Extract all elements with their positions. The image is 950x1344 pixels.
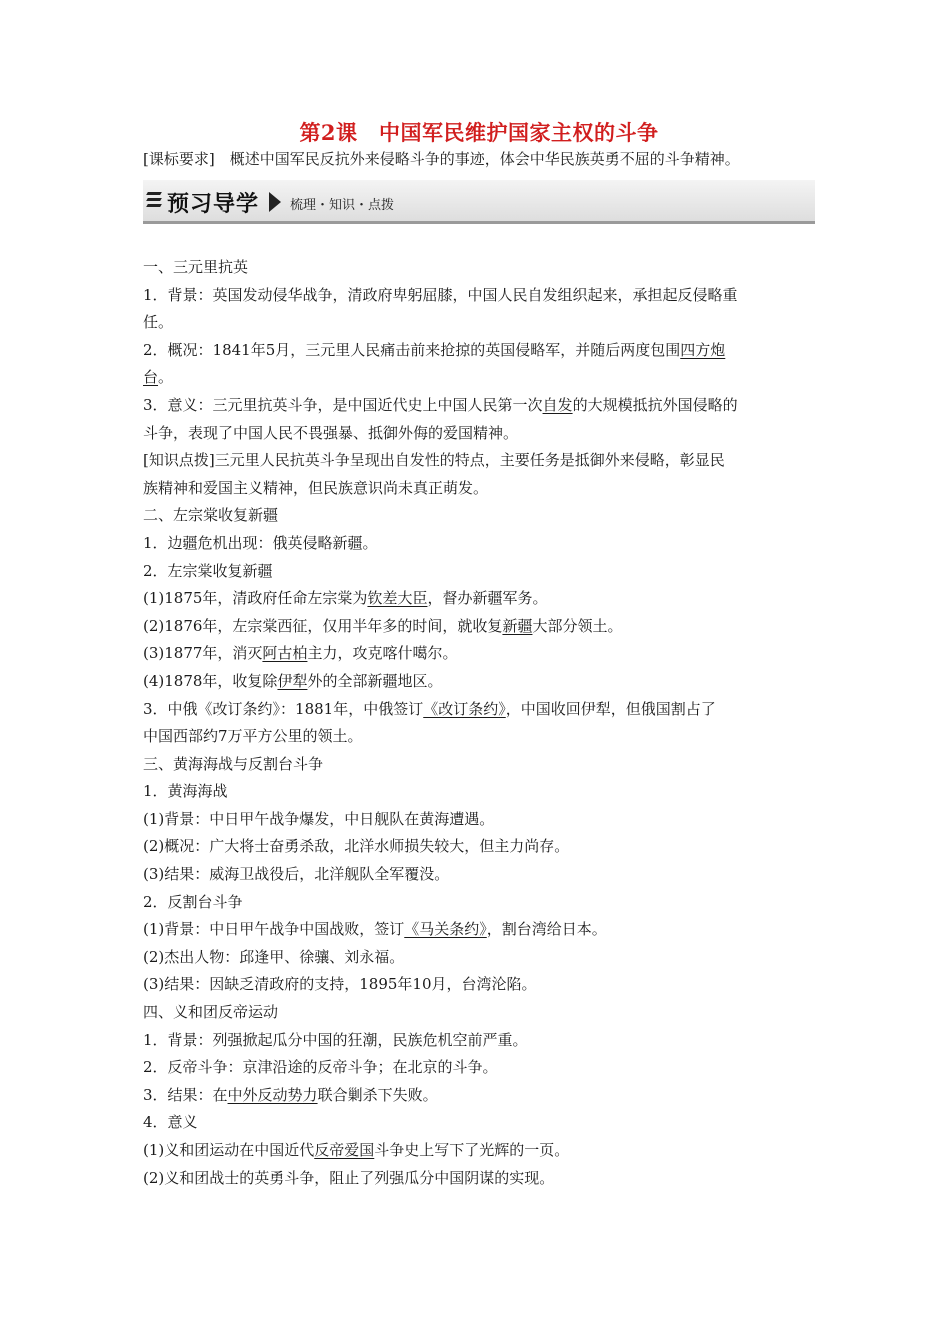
text-segment: 一、三元里抗英	[143, 258, 249, 276]
text-line	[143, 944, 815, 972]
text-segment: 1．背景：英国发动侵华战争，清政府卑躬屈膝，中国人民自发组织起来，承担起反侵略重	[143, 285, 738, 304]
text-segment: 主力，攻克喀什噶尔。	[307, 644, 458, 663]
text-line	[143, 337, 815, 365]
text-segment: 二、左宗棠收复新疆	[143, 506, 279, 525]
banner-title: 预习导学	[167, 192, 260, 217]
text-line	[143, 254, 815, 282]
text-segment: 联合剿杀下失败。	[317, 1085, 438, 1104]
text-segment: (2)义和团战士的英勇斗争，阻止了列强瓜分中国阴谋的实现。	[143, 1168, 555, 1187]
text-line	[143, 420, 815, 448]
text-segment: 1．背景：列强掀起瓜分中国的狂潮，民族危机空前严重。	[143, 1030, 528, 1049]
text-segment: (3)结果：因缺乏清政府的支持，1895年10月，台湾沦陷。	[143, 975, 537, 994]
text-segment: 2．反割台斗争	[143, 892, 243, 911]
text-line	[143, 833, 815, 861]
text-line	[143, 1027, 815, 1055]
text-segment: 3．意义：三元里抗英斗争，是中国近代史上中国人民第一次	[143, 395, 543, 414]
text-line	[143, 364, 815, 392]
text-segment: (2)1876年，左宗棠西征，仅用半年多的时间，就收复	[143, 616, 503, 635]
banner-subtitle: 梳理・知识・点拨	[290, 198, 395, 213]
text-segment: 四、义和团反帝运动	[143, 1003, 279, 1022]
underlined-keyword: 反帝爱国	[314, 1141, 375, 1159]
text-line	[143, 889, 815, 917]
text-line	[143, 1165, 815, 1193]
text-segment: 1．黄海海战	[143, 782, 228, 801]
text-segment: (2)概况：广大将士奋勇杀敌，北洋水师损失较大，但主力尚存。	[143, 837, 570, 856]
text-line	[143, 585, 815, 613]
text-line	[143, 806, 815, 834]
text-segment: 大部分领土。	[532, 616, 623, 635]
text-segment: 斗争史上写下了光辉的一页。	[374, 1141, 570, 1159]
text-segment: (4)1878年，收复除	[143, 671, 278, 690]
text-segment: 4．意义	[143, 1113, 198, 1132]
text-line	[143, 999, 815, 1027]
text-segment: 任。	[143, 313, 174, 332]
text-line	[143, 723, 815, 751]
text-segment: [知识点拨]三元里人民抗英斗争呈现出自发性的特点，主要任务是抵御外来侵略，彰显民	[143, 451, 725, 470]
text-line	[143, 751, 815, 779]
banner-divider	[143, 221, 815, 224]
underlined-keyword: 自发	[542, 395, 573, 414]
text-line	[143, 447, 815, 475]
text-line	[143, 861, 815, 889]
text-segment: 2．概况：1841年5月，三元里人民痛击前来抢掠的英国侵略军，并随后两度包围	[143, 340, 681, 359]
underlined-keyword: 伊犁	[277, 671, 308, 690]
text-segment: 。	[158, 368, 174, 387]
text-line	[143, 282, 815, 310]
text-segment: (1)义和团运动在中国近代	[143, 1141, 315, 1159]
text-segment: (1)背景：中日甲午战争爆发，中日舰队在黄海遭遇。	[143, 809, 495, 828]
text-segment: ，中国收回伊犁，但俄国割占了	[505, 699, 716, 718]
text-line	[143, 916, 815, 944]
curriculum-requirement: [课标要求] 概述中国军民反抗外来侵略斗争的事迹，体会中华民族英勇不屈的斗争精神。	[143, 150, 740, 168]
text-line	[143, 640, 815, 668]
text-line	[143, 696, 815, 724]
text-line	[143, 1109, 815, 1137]
triangle-icon	[269, 192, 281, 212]
text-segment: (1)1875年，清政府任命左宗棠为	[143, 589, 368, 608]
text-segment: 斗争，表现了中国人民不畏强暴、抵御外侮的爱国精神。	[143, 423, 519, 442]
text-segment: 3．中俄《改订条约》：1881年，中俄签订	[143, 699, 424, 718]
text-segment: 三、黄海海战与反割台斗争	[143, 754, 324, 773]
underlined-keyword: 钦差大臣	[367, 589, 428, 608]
underlined-keyword: 新疆	[502, 616, 533, 635]
underlined-keyword: 台	[143, 368, 159, 387]
text-line	[143, 309, 815, 337]
text-segment: 1．边疆危机出现：俄英侵略新疆。	[143, 533, 378, 552]
text-segment: ，督办新疆军务。	[427, 589, 548, 608]
text-segment: 2．反帝斗争：京津沿途的反帝斗争；在北京的斗争。	[143, 1058, 498, 1077]
underlined-keyword: 中外反动势力	[227, 1085, 318, 1104]
text-segment: 的大规模抵抗外国侵略的	[572, 395, 738, 414]
text-segment: (3)结果：威海卫战役后，北洋舰队全军覆没。	[143, 865, 450, 884]
text-line	[143, 971, 815, 999]
text-line	[143, 502, 815, 530]
text-line	[143, 778, 815, 806]
text-line	[143, 392, 815, 420]
lesson-title: 第2课 中国军民维护国家主权的斗争	[299, 120, 659, 145]
text-line	[143, 558, 815, 586]
section-banner	[143, 180, 815, 224]
document-page	[143, 118, 815, 1192]
text-line	[143, 668, 815, 696]
document-body	[143, 254, 815, 1192]
underlined-keyword: 《改订条约》	[423, 699, 506, 718]
text-segment: 外的全部新疆地区。	[307, 671, 443, 690]
text-segment: 2．左宗棠收复新疆	[143, 561, 273, 580]
text-line	[143, 475, 815, 503]
text-line	[143, 1137, 815, 1165]
text-segment: ，割台湾给日本。	[486, 920, 607, 939]
text-segment: (2)杰出人物：邱逢甲、徐骧、刘永福。	[143, 947, 405, 966]
underlined-keyword: 四方炮	[680, 340, 726, 359]
underlined-keyword: 阿古柏	[262, 644, 308, 663]
underlined-keyword: 《马关条约》	[404, 920, 487, 939]
text-line	[143, 1054, 815, 1082]
stripes-icon	[147, 192, 161, 210]
text-line	[143, 613, 815, 641]
text-segment: (1)背景：中日甲午战争中国战败，签订	[143, 920, 405, 939]
text-segment: 中国西部约7万平方公里的领土。	[143, 727, 363, 746]
text-segment: 3．结果：在	[143, 1085, 228, 1104]
text-segment: 族精神和爱国主义精神，但民族意识尚未真正萌发。	[143, 478, 489, 497]
text-line	[143, 530, 815, 558]
text-line	[143, 1082, 815, 1110]
text-segment: (3)1877年，消灭	[143, 644, 263, 663]
